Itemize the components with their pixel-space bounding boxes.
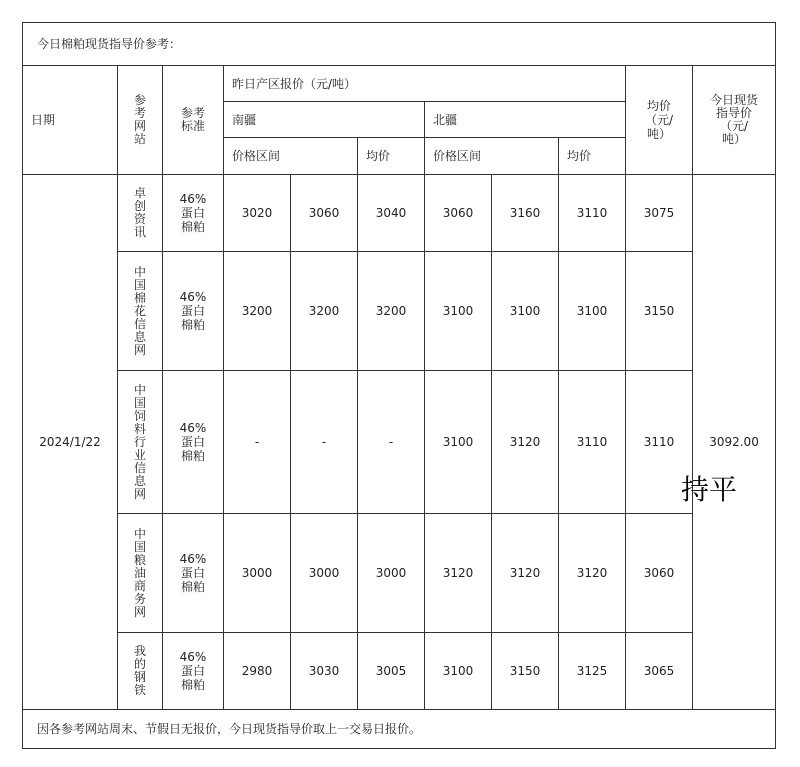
price-table — [22, 22, 776, 749]
south-high-cell: 3200 — [291, 252, 358, 371]
avg-cell: 3150 — [626, 252, 693, 371]
south-avg-cell: 3000 — [358, 514, 425, 633]
site-cell: 中 国 饲 料 行 业 信 息 网 — [118, 371, 163, 514]
header-north-range: 价格区间 — [425, 138, 559, 175]
north-high-cell: 3120 — [492, 514, 559, 633]
header-standard: 参考 标准 — [163, 66, 224, 175]
header-region-south: 南疆 — [224, 102, 425, 138]
north-high-cell: 3160 — [492, 175, 559, 252]
standard-cell: 46% 蛋白 棉粕 — [163, 252, 224, 371]
avg-cell: 3060 — [626, 514, 693, 633]
header-site: 参 考 网 站 — [118, 66, 163, 175]
north-low-cell: 3120 — [425, 514, 492, 633]
header-today-price: 今日现货 指导价 （元/ 吨） — [693, 66, 776, 175]
south-avg-cell: 3040 — [358, 175, 425, 252]
table-row — [23, 514, 776, 633]
standard-cell: 46% 蛋白 棉粕 — [163, 371, 224, 514]
south-low-cell: 3000 — [224, 514, 291, 633]
north-high-cell: 3120 — [492, 371, 559, 514]
south-high-cell: - — [291, 371, 358, 514]
table-row — [23, 371, 776, 514]
standard-cell: 46% 蛋白 棉粕 — [163, 633, 224, 710]
table-footnote: 因各参考网站周末、节假日无报价，今日现货指导价取上一交易日报价。 — [23, 710, 776, 749]
header-region-north: 北疆 — [425, 102, 626, 138]
avg-cell: 3110 — [626, 371, 693, 514]
avg-cell: 3065 — [626, 633, 693, 710]
south-high-cell: 3000 — [291, 514, 358, 633]
north-low-cell: 3100 — [425, 371, 492, 514]
north-avg-cell: 3110 — [559, 175, 626, 252]
date-cell: 2024/1/22 — [23, 175, 118, 710]
north-avg-cell: 3100 — [559, 252, 626, 371]
table-caption: 今日棉粕现货指导价参考： — [23, 23, 776, 66]
site-cell: 卓 创 资 讯 — [118, 175, 163, 252]
south-high-cell: 3030 — [291, 633, 358, 710]
header-south-range: 价格区间 — [224, 138, 358, 175]
north-low-cell: 3060 — [425, 175, 492, 252]
south-avg-cell: - — [358, 371, 425, 514]
north-avg-cell: 3125 — [559, 633, 626, 710]
header-yesterday-price: 昨日产区报价（元/吨） — [224, 66, 626, 102]
north-low-cell: 3100 — [425, 633, 492, 710]
table-row — [23, 633, 776, 710]
site-cell: 中 国 粮 油 商 务 网 — [118, 514, 163, 633]
north-high-cell: 3150 — [492, 633, 559, 710]
north-low-cell: 3100 — [425, 252, 492, 371]
site-cell: 我 的 钢 铁 — [118, 633, 163, 710]
south-low-cell: 3200 — [224, 252, 291, 371]
north-avg-cell: 3110 — [559, 371, 626, 514]
south-high-cell: 3060 — [291, 175, 358, 252]
south-avg-cell: 3005 — [358, 633, 425, 710]
south-avg-cell: 3200 — [358, 252, 425, 371]
header-date: 日期 — [23, 66, 118, 175]
south-low-cell: 3020 — [224, 175, 291, 252]
trend-label: 持平 — [681, 473, 738, 506]
north-high-cell: 3100 — [492, 252, 559, 371]
south-low-cell: - — [224, 371, 291, 514]
today-price-cell: 3092.00 — [693, 175, 776, 710]
standard-cell: 46% 蛋白 棉粕 — [163, 514, 224, 633]
header-south-avg: 均价 — [358, 138, 425, 175]
site-cell: 中 国 棉 花 信 息 网 — [118, 252, 163, 371]
south-low-cell: 2980 — [224, 633, 291, 710]
standard-cell: 46% 蛋白 棉粕 — [163, 175, 224, 252]
header-north-avg: 均价 — [559, 138, 626, 175]
table-row — [23, 175, 776, 252]
header-overall-avg-text: 均价 （元/ 吨） — [644, 99, 674, 141]
table-row — [23, 252, 776, 371]
north-avg-cell: 3120 — [559, 514, 626, 633]
header-overall-avg — [626, 66, 693, 175]
avg-cell: 3075 — [626, 175, 693, 252]
